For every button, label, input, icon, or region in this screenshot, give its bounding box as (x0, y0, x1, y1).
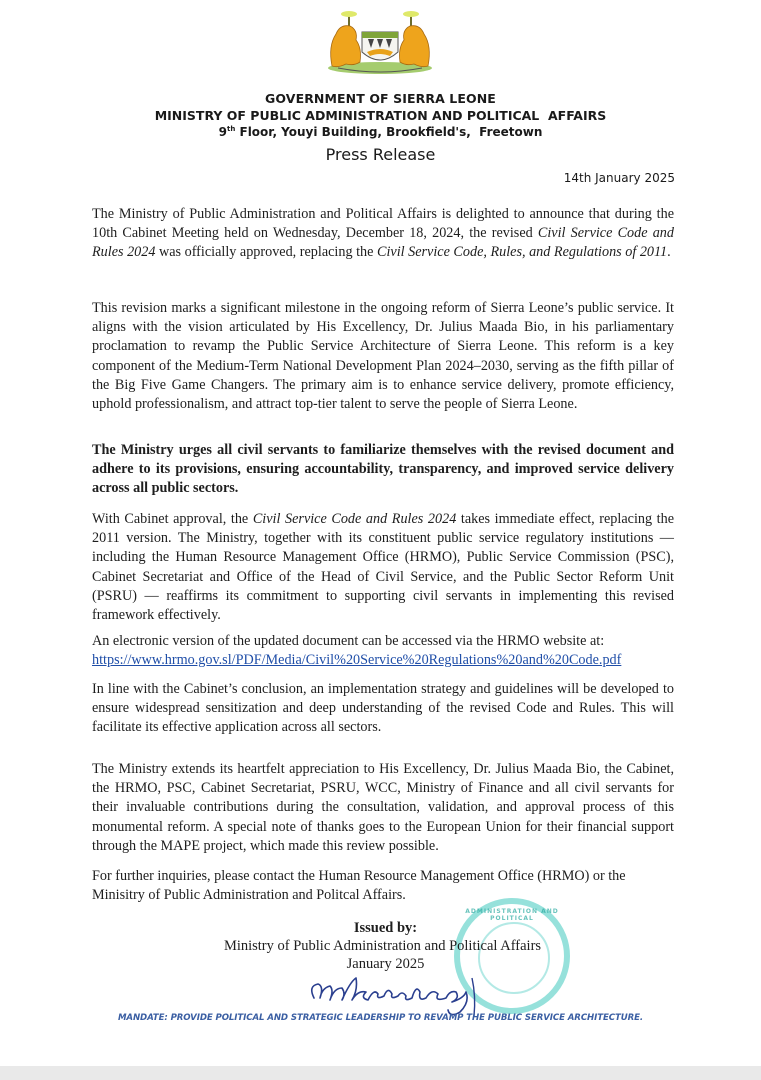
p1-doc-title-2024: Civil Service Code and Rules 2024 (92, 225, 674, 261)
p1-text-a: The Ministry of Public Administration and Political Affairs is delighted to announce that during the 10th Cabinet Meeting held on Wednesday, December 18, 2024, the revised (92, 206, 674, 242)
p8-text: For further inquiries, please contact the Human Resource Management Office (HRMO) or the Minisitry of Public Administration and Politcal Affairs. (92, 868, 626, 904)
p1-doc-title-2011: Civil Service Code, Rules, and Regulations of 2011 (377, 244, 668, 261)
stamp-text: ADMINISTRATION AND POLITICAL (465, 908, 559, 922)
release-date: 14th January 2025 (563, 171, 675, 185)
p5-text: An electronic version of the updated document can be accessed via the HRMO website at: (92, 633, 605, 649)
document-title: Press Release (325, 145, 436, 164)
issuer-name: Ministry of Public Administration and Political Affairs (223, 938, 542, 954)
p4-doc-title: Civil Service Code and Rules 2024 (252, 511, 457, 527)
page-bottom-edge (0, 1066, 761, 1080)
p4-text-c: takes immediate effect, replacing the 2011 version. The Ministry, together with its constituent public service regulatory institutions — including the Human Resource Management Office (HRMO), Public Service Commission (PSC), Cabinet Secretariat and Office of the Head of Civil Service, and the Public Sector Reform Unit (PSRU) — reaffirms its commitment to supporting civil servants in implementing this revised framework effectively. (92, 511, 675, 624)
paragraph-appreciation (92, 760, 674, 856)
p3-text: The Ministry urges all civil servants to familiarize themselves with the revised document and adhere to its provisions, ensuring accountability, transparency, and improved service delivery across all public sectors. (92, 442, 674, 497)
ministry-heading: MINISTRY OF PUBLIC ADMINISTRATION AND POLITICAL AFFAIRS (154, 108, 607, 123)
ministry-address (0, 125, 761, 139)
paragraph-milestone (92, 299, 674, 414)
issue-date: January 2025 (346, 956, 425, 972)
floor-suffix: th (226, 125, 236, 133)
issued-by-label: Issued by: (353, 920, 418, 936)
signature-icon (300, 968, 490, 1018)
address-text: Floor, Youyi Building, Brookfield's, Freetown (235, 125, 543, 139)
paragraph-urge (92, 441, 674, 499)
p4-text-a: With Cabinet approval, the (92, 511, 253, 527)
paragraph-implementation (92, 680, 674, 738)
p1-text-e: . (667, 244, 671, 261)
hrmo-document-link[interactable]: https://www.hrmo.gov.sl/PDF/Media/Civil%20Service%20Regulations%20and%20Code.pdf (92, 652, 622, 669)
government-heading: GOVERNMENT OF SIERRA LEONE (265, 91, 496, 106)
p1-text-c: was officially approved, replacing the (155, 244, 377, 261)
paragraph-effect (92, 510, 674, 625)
p6-text: In line with the Cabinet’s conclusion, an implementation strategy and guidelines will be developed to ensure widespread sensitization and deep understanding of the revised Code and Rules. This will facilitate its effective application across all sectors. (92, 681, 674, 736)
coat-of-arms-icon (318, 6, 442, 76)
p7-text: The Ministry extends its heartfelt appreciation to His Excellency, Dr. Julius Maada Bio, the Cabinet, the HRMO, PSC, Cabinet Secretariat, PSRU, WCC, Ministry of Finance and all civil servants for their invaluable contributions during the consultation, validation, and approval process of this monumental reform. A special note of thanks goes to the European Union for their financial support through the MAPE project, which made this review possible. (92, 761, 674, 854)
floor-number: 9 (218, 125, 227, 139)
mandate-footer: MANDATE: PROVIDE POLITICAL AND STRATEGIC LEADERSHIP TO REVAMP THE PUBLIC SERVICE ARCHITECTURE. (117, 1013, 644, 1023)
p2-text: This revision marks a significant milestone in the ongoing reform of Sierra Leone’s public service. It aligns with the vision articulated by His Excellency, Dr. Julius Maada Bio, in his parliamentary proclamation to revamp the Public Service Architecture of Sierra Leone. This reform is a key component of the Medium-Term National Development Plan 2024–2030, serving as the fifth pillar of the Big Five Game Changers. The primary aim is to enhance service delivery, promote efficiency, uphold professionalism, and attract top-tier talent to serve the people of Sierra Leone. (92, 300, 674, 413)
paragraph-announcement (92, 205, 674, 263)
paragraph-electronic-version (92, 632, 674, 670)
paragraph-inquiries (92, 867, 674, 905)
